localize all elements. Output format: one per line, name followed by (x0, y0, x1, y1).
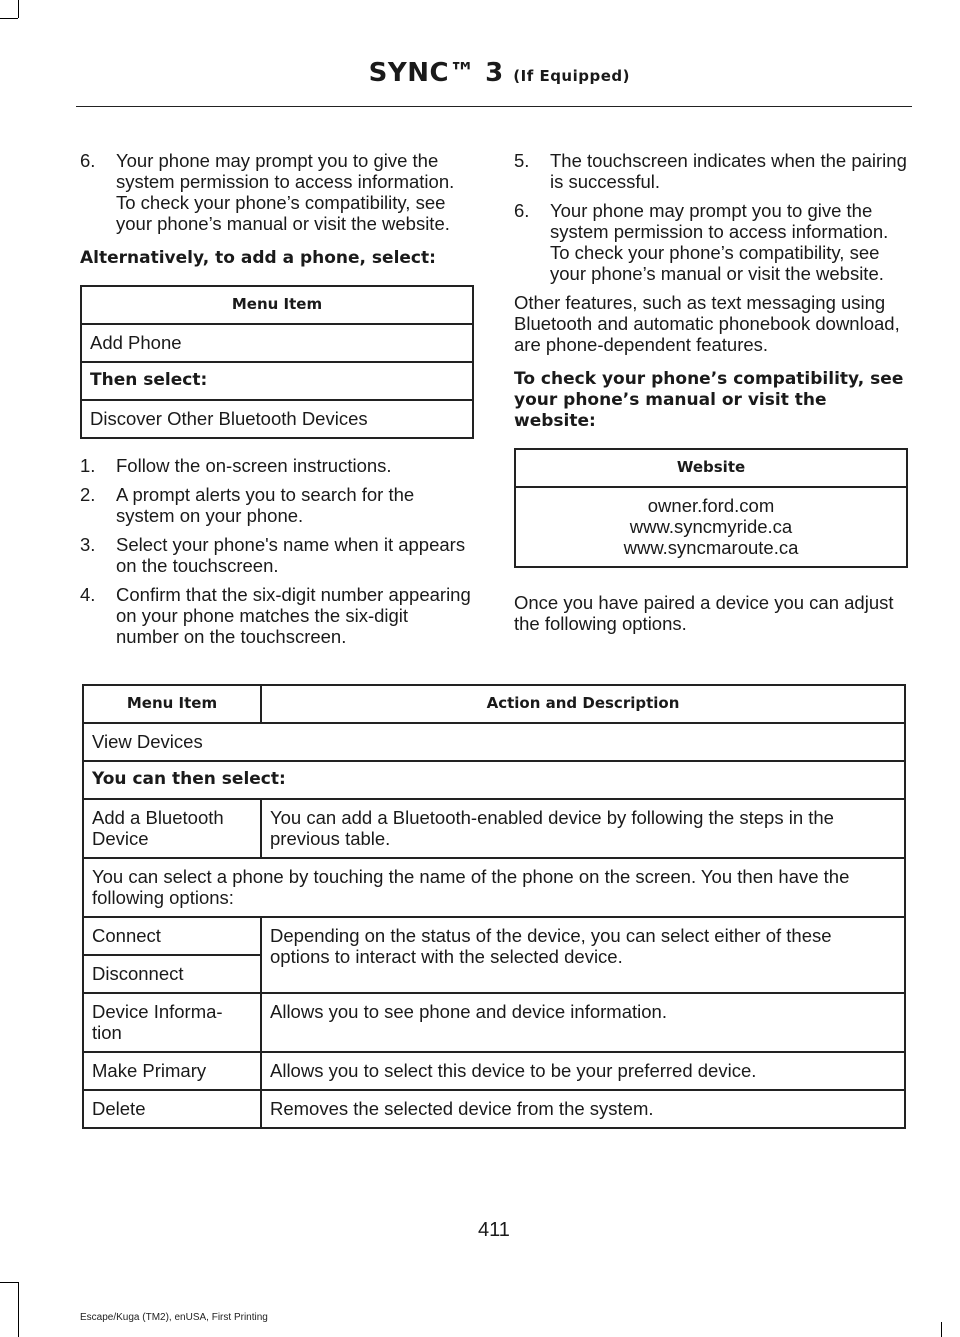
step-number: 6. (80, 150, 96, 171)
menu-item-disconnect: Disconnect (83, 955, 261, 993)
step-3 (80, 534, 474, 576)
crop-mark-top-left-h (0, 18, 18, 19)
website-table (514, 448, 908, 568)
action-description-header: Action and Description (261, 685, 905, 723)
step-number: 4. (80, 584, 96, 605)
header-title-text: SYNC™ 3 (368, 58, 504, 88)
table-row-discover-devices: Discover Other Bluetooth Devices (81, 400, 473, 438)
header-subtitle: (If Equipped) (513, 67, 630, 85)
crop-mark-bottom-right-v (941, 1322, 942, 1337)
footer-edition: Escape/Kuga (TM2), enUSA, First Printing (80, 1312, 268, 1323)
page-number: 411 (478, 1219, 510, 1241)
table-row-then-select: You can then select: (83, 761, 905, 799)
table-row-then-select: Then select: (81, 362, 473, 400)
desc-connect-disconnect: Depending on the status of the device, you can select either of these options to interact with the selected device. (261, 917, 905, 993)
step-text: Your phone may prompt you to give the system permission to access information. To check your phone’s compatibility, see your phone’s manual or visit the website. (550, 200, 889, 284)
menu-item-device-information: Device Informa-tion (83, 993, 261, 1052)
step-1 (80, 455, 474, 476)
alt-add-phone-heading: Alternatively, to add a phone, select: (80, 248, 436, 268)
step-6-left (80, 150, 474, 234)
website-header: Website (515, 449, 907, 487)
crop-mark-bottom-left-h (0, 1282, 18, 1283)
step-text: A prompt alerts you to search for the system on your phone. (116, 484, 415, 526)
step-text: Your phone may prompt you to give the system permission to access information. To check your phone’s compatibility, see your phone’s manual or visit the website. (116, 150, 455, 234)
crop-mark-top-left-v (18, 0, 19, 18)
desc-add-bluetooth: You can add a Bluetooth-enabled device by following the steps in the previous table. (261, 799, 905, 858)
menu-item-header: Menu Item (83, 685, 261, 723)
step-text: Select your phone's name when it appears on the touchscreen. (116, 534, 466, 576)
step-text: Confirm that the six-digit number appearing on your phone matches the six-digit number on the touchscreen. (116, 584, 471, 647)
desc-device-information: Allows you to see phone and device information. (261, 993, 905, 1052)
step-6-right (514, 200, 908, 284)
menu-item-add-bluetooth: Add a Bluetooth Device (83, 799, 261, 858)
url-owner-ford[interactable]: owner.ford.com (647, 495, 775, 516)
url-syncmaroute[interactable]: www.syncmaroute.ca (623, 537, 799, 558)
menu-item-delete: Delete (83, 1090, 261, 1128)
table-row-add-phone: Add Phone (81, 324, 473, 362)
step-number: 3. (80, 534, 96, 555)
crop-mark-bottom-left-v (18, 1282, 19, 1337)
menu-item-connect: Connect (83, 917, 261, 955)
other-features-paragraph: Other features, such as text messaging using Bluetooth and automatic phonebook download, are phone-dependent features. (514, 292, 900, 355)
url-syncmyride[interactable]: www.syncmyride.ca (629, 516, 793, 537)
menu-item-header: Menu Item (81, 286, 473, 324)
left-column (80, 150, 474, 655)
step-2 (80, 484, 474, 526)
desc-make-primary: Allows you to select this device to be your preferred device. (261, 1052, 905, 1090)
device-options-table (82, 684, 906, 1129)
website-urls-cell (515, 487, 907, 567)
table-row-view-devices: View Devices (83, 723, 905, 761)
add-phone-menu-table (80, 285, 474, 439)
compatibility-heading: To check your phone’s compatibility, see your phone’s manual or visit the website: (514, 369, 904, 431)
step-5 (514, 150, 908, 192)
step-number: 6. (514, 200, 530, 221)
step-number: 2. (80, 484, 96, 505)
step-4 (80, 584, 474, 647)
page-header-title (369, 58, 630, 88)
step-number: 1. (80, 455, 96, 476)
step-text: The touchscreen indicates when the pairing is successful. (550, 150, 907, 192)
desc-delete: Removes the selected device from the system. (261, 1090, 905, 1128)
step-text: Follow the on-screen instructions. (116, 455, 392, 476)
header-divider (76, 106, 912, 107)
right-column (514, 150, 908, 642)
step-number: 5. (514, 150, 530, 171)
table-row-select-phone: You can select a phone by touching the name of the phone on the screen. You then have the following options: (83, 858, 905, 917)
once-paired-paragraph: Once you have paired a device you can adjust the following options. (514, 592, 894, 634)
menu-item-make-primary: Make Primary (83, 1052, 261, 1090)
